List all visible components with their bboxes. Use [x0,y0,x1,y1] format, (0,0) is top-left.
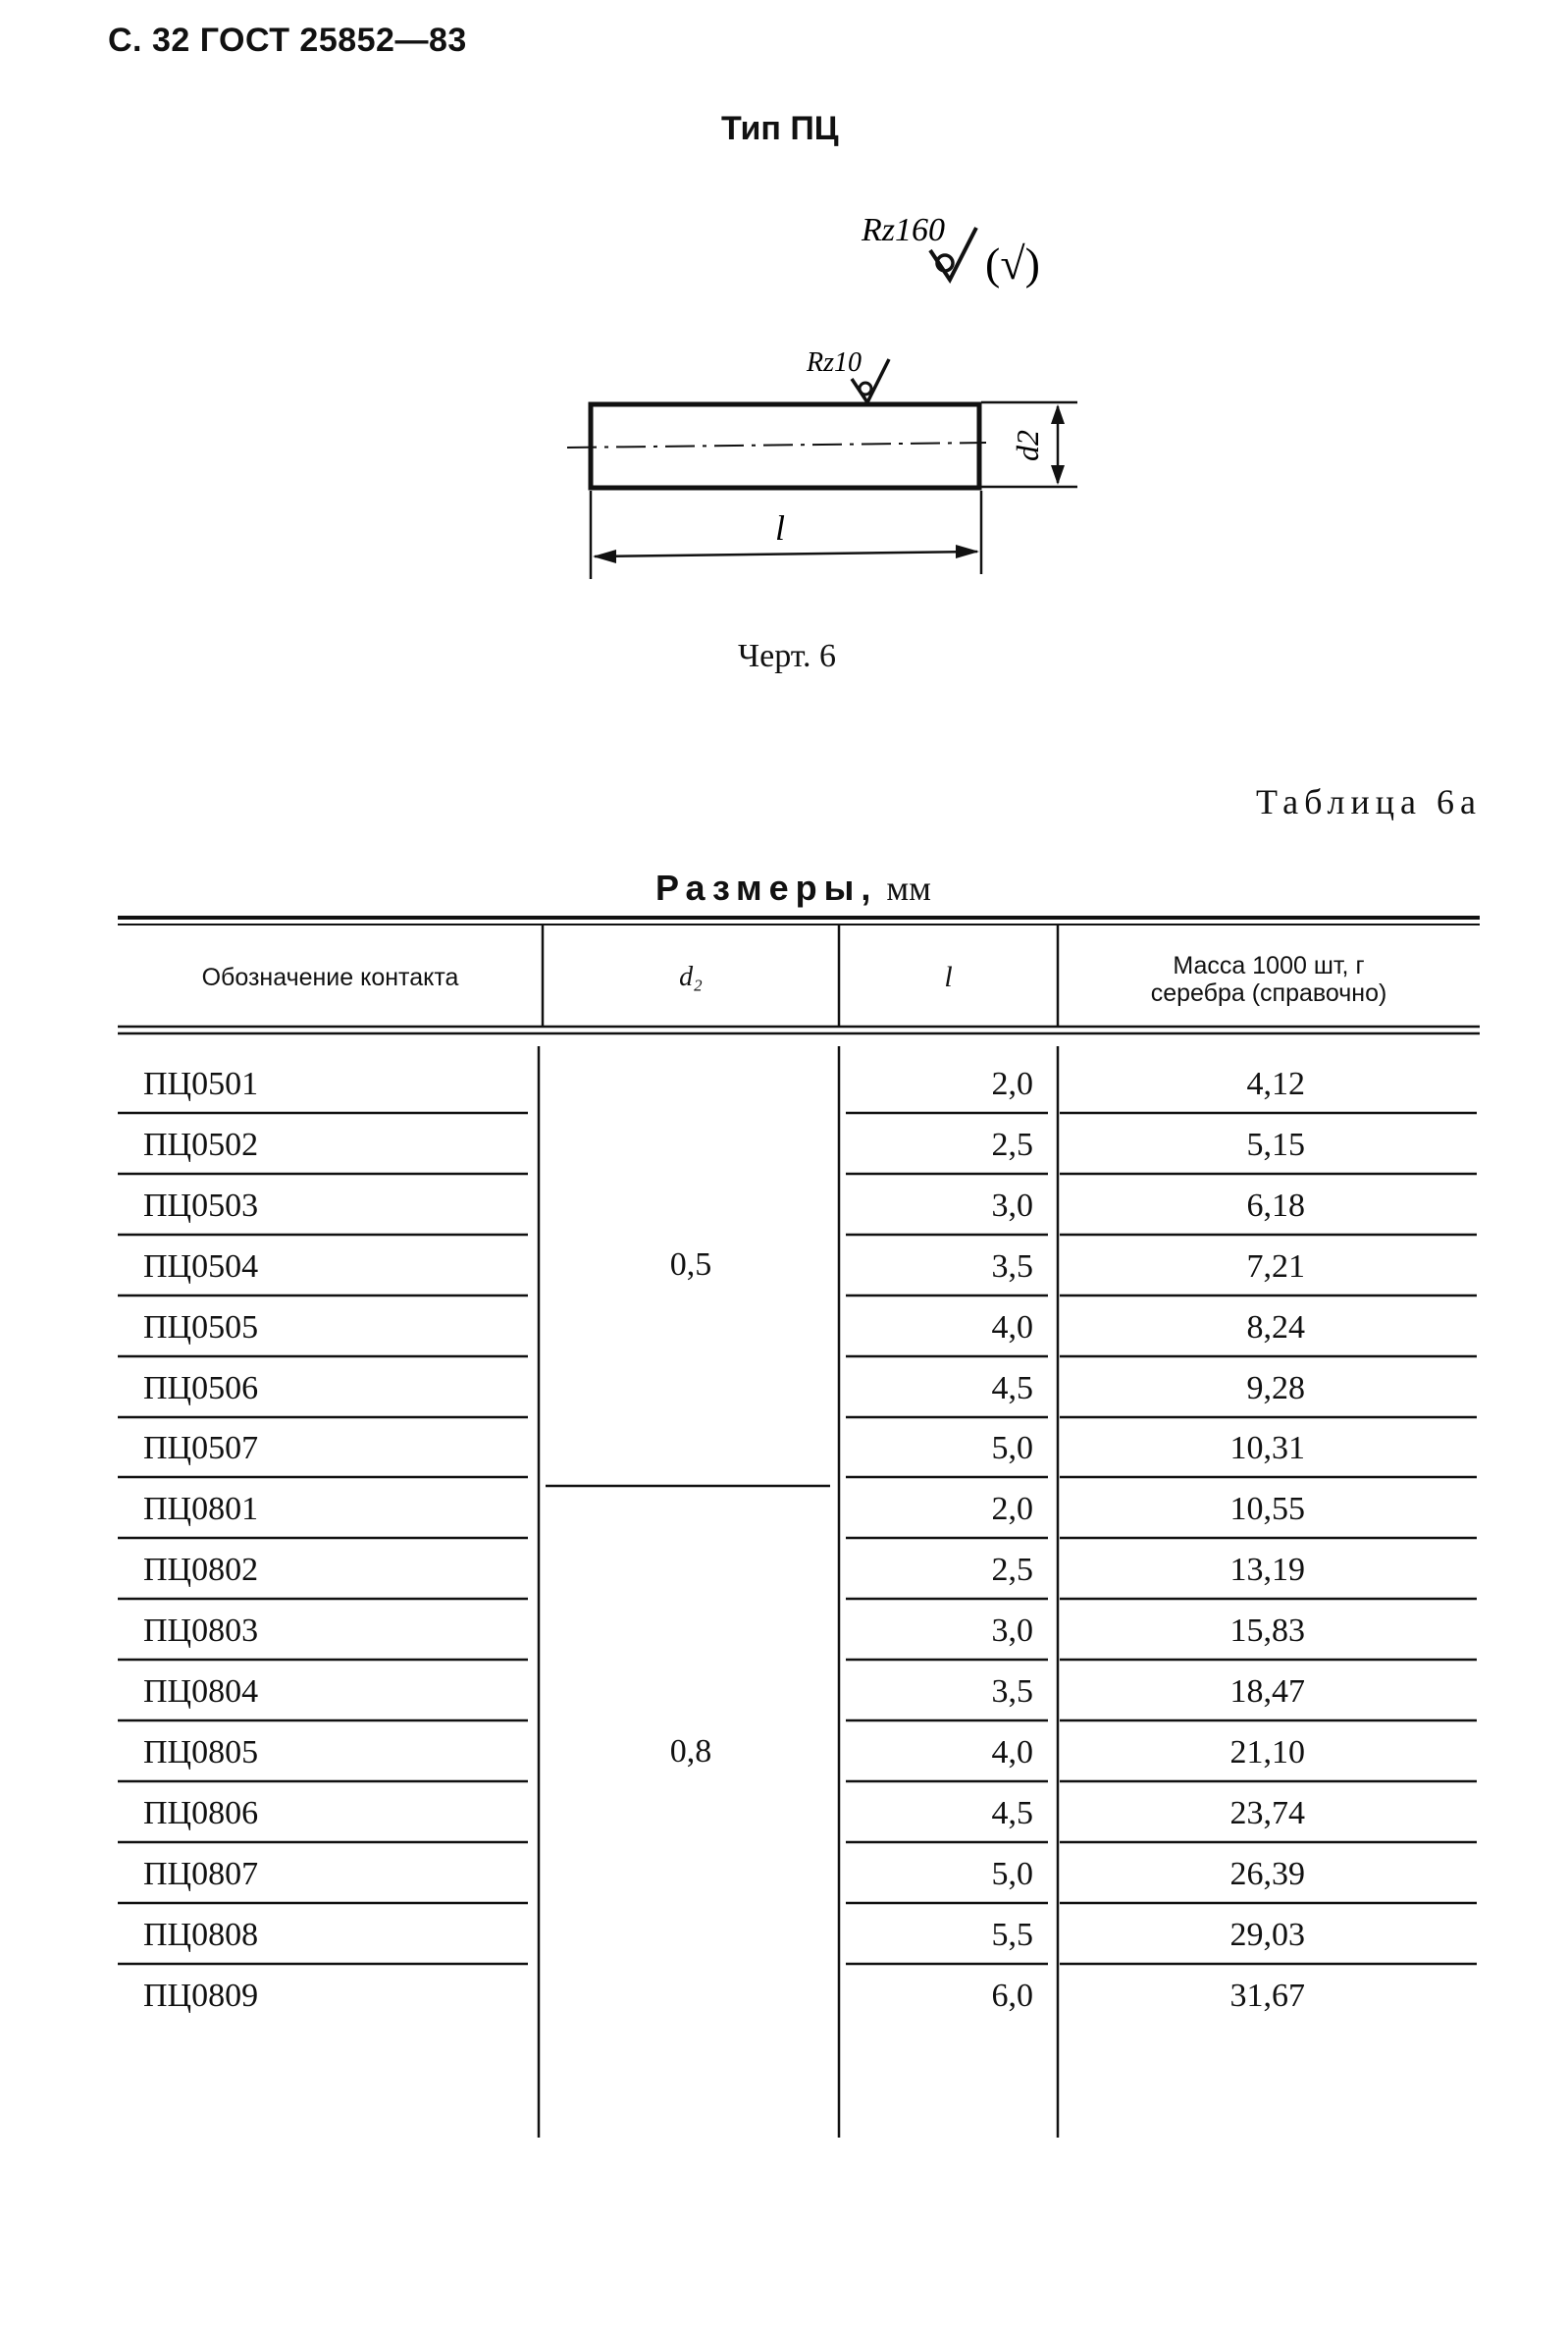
cell-code: ПЦ0806 [143,1795,259,1831]
page-header: С. 32 ГОСТ 25852—83 [108,22,467,59]
table-title-unit: мм [886,869,931,908]
cell-mass: 26,39 [1229,1856,1305,1892]
header-designation: Обозначение контакта [201,964,459,991]
roughness-general-label: Rz160 [862,212,945,248]
drawing-caption: Черт. 6 [738,638,837,674]
cell-l: 5,0 [991,1430,1033,1466]
cell-code: ПЦ0507 [143,1430,259,1466]
cell-l: 3,0 [991,1612,1033,1649]
cell-l: 5,0 [991,1856,1033,1892]
cell-mass: 31,67 [1229,1978,1305,2014]
cell-l: 2,0 [991,1491,1033,1527]
cell-l: 6,0 [991,1978,1033,2014]
cell-code: ПЦ0503 [143,1188,259,1224]
cell-l: 4,0 [991,1734,1033,1771]
cell-code: ПЦ0504 [143,1248,259,1285]
table-label: Таблица 6а [1256,782,1482,821]
cell-code: ПЦ0804 [143,1673,259,1710]
cell-mass: 7,21 [1246,1248,1305,1285]
cell-mass: 21,10 [1229,1734,1305,1771]
group2-d2: 0,8 [669,1733,712,1770]
cell-code: ПЦ0501 [143,1066,259,1102]
group1-d2: 0,5 [669,1246,712,1283]
cell-code: ПЦ0802 [143,1552,259,1588]
dim-diameter-label: d2 [1010,430,1045,461]
header-mass [1058,952,1480,1007]
cell-code: ПЦ0505 [143,1309,259,1346]
dim-length-label: l [775,508,786,548]
cell-l: 2,0 [991,1066,1033,1102]
cell-mass: 23,74 [1229,1795,1305,1831]
header-d2: d₂ [679,962,703,992]
cell-code: ПЦ0502 [143,1127,259,1163]
roughness-surface-label: Rz10 [807,347,862,378]
cell-l: 4,0 [991,1309,1033,1346]
cell-l: 4,5 [991,1795,1033,1831]
cell-l: 2,5 [991,1552,1033,1588]
table-title-word: Размеры, [655,868,878,908]
cell-code: ПЦ0807 [143,1856,259,1892]
cell-mass: 15,83 [1229,1612,1305,1649]
cell-mass: 29,03 [1229,1917,1305,1953]
cell-l: 5,5 [991,1917,1033,1953]
cell-l: 2,5 [991,1127,1033,1163]
roughness-bracket: (√) [985,238,1040,289]
cell-mass: 8,24 [1246,1309,1305,1346]
cell-mass: 10,31 [1229,1430,1305,1466]
header-mass-line2: серебра (справочно) [1150,979,1387,1007]
cell-mass: 5,15 [1246,1127,1305,1163]
cell-code: ПЦ0808 [143,1917,259,1953]
cell-mass: 10,55 [1229,1491,1305,1527]
cell-l: 4,5 [991,1370,1033,1406]
cell-l: 3,5 [991,1248,1033,1285]
header-l: l [944,961,953,993]
cell-mass: 18,47 [1229,1673,1305,1710]
cell-mass: 6,18 [1246,1188,1305,1224]
cell-mass: 13,19 [1229,1552,1305,1588]
cell-code: ПЦ0506 [143,1370,259,1406]
cell-mass: 4,12 [1246,1066,1305,1102]
cell-l: 3,0 [991,1188,1033,1224]
cell-code: ПЦ0801 [143,1491,259,1527]
type-title: Тип ПЦ [721,110,839,147]
cell-code: ПЦ0805 [143,1734,259,1771]
cell-code: ПЦ0803 [143,1612,259,1649]
cell-code: ПЦ0809 [143,1978,259,2014]
header-mass-line1: Масса 1000 шт, г [1173,952,1365,979]
cell-l: 3,5 [991,1673,1033,1710]
cell-mass: 9,28 [1246,1370,1305,1406]
